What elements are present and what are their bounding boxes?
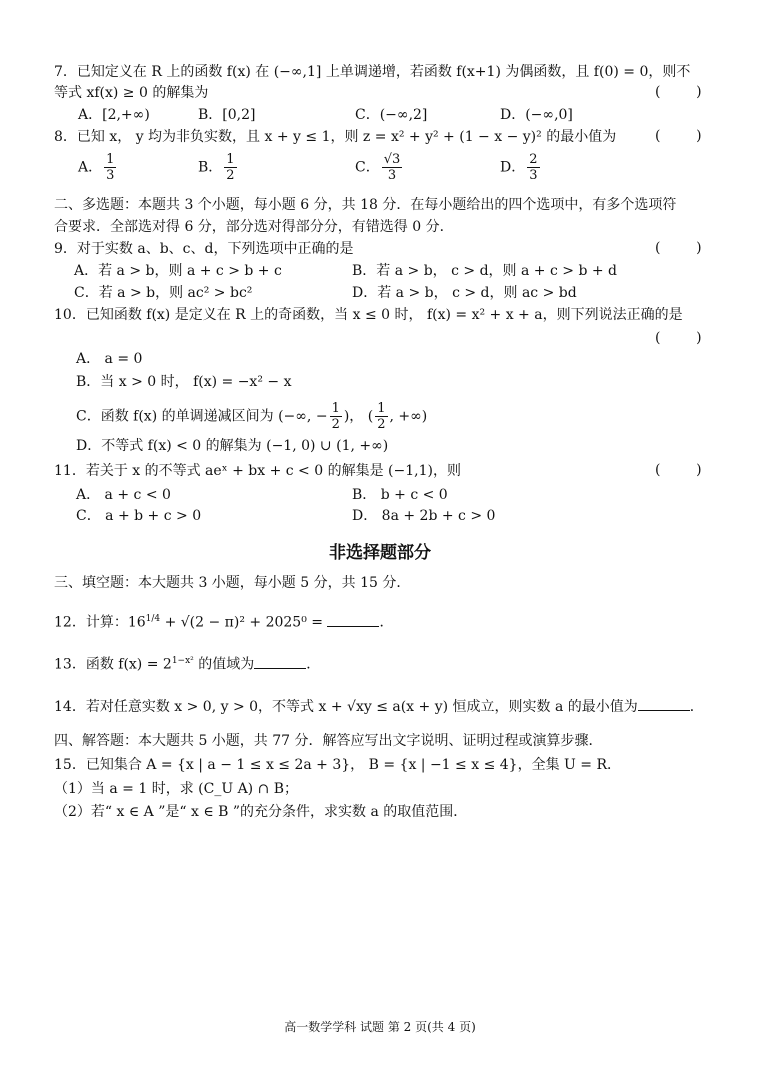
q10-option-b: B．当 x > 0 时， f(x) = −x² − x — [76, 374, 292, 390]
q14-answer-blank[interactable] — [638, 698, 690, 711]
q7-stem-line1: 7．已知定义在 R 上的函数 f(x) 在 (−∞,1] 上单调递增，若函数 f(x+1) 为偶函数，且 f(0) = 0，则不 — [54, 64, 691, 80]
q14-line: 14．若对任意实数 x > 0, y > 0，不等式 x + √xy ≤ a(x + y) 恒成立，则实数 a 的最小值为 ． — [54, 699, 704, 715]
q15-part1: （1）当 a = 1 时，求 (C_U A) ∩ B； — [54, 781, 299, 797]
q9-option-c: C．若 a > b，则 ac² > bc² — [74, 285, 253, 301]
q15-part2: （2）若“ x ∈ A ”是“ x ∈ B ”的充分条件，求实数 a 的取值范围． — [54, 804, 468, 820]
q10-answer-paren: ( ) — [655, 330, 702, 346]
q8-option-d: D． $\frac{2}{3}$ — [500, 152, 538, 183]
section4-heading: 四、解答题：本大题共 5 小题，共 77 分．解答应写出文字说明、证明过程或演算步骤． — [54, 733, 603, 749]
q11-stem: 11．若关于 x 的不等式 aeˣ + bx + c < 0 的解集是 (−1,1)，则 — [54, 463, 461, 479]
q11-option-a: A． a + c < 0 — [76, 487, 171, 503]
q11-option-c: C． a + b + c > 0 — [76, 508, 202, 524]
q11-answer-paren: ( ) — [655, 462, 702, 478]
q10-stem: 10．已知函数 f(x) 是定义在 R 上的奇函数，当 x ≤ 0 时， f(x) = x² + x + a，则下列说法正确的是 — [54, 307, 683, 323]
q7-option-d: D．(−∞,0] — [500, 107, 573, 123]
q10-option-d: D．不等式 f(x) < 0 的解集为 (−1, 0) ∪ (1, +∞) — [76, 438, 389, 454]
q7-option-b: B．[0,2] — [198, 107, 256, 123]
q9-option-b: B．若 a > b， c > d，则 a + c > b + d — [352, 263, 618, 279]
q9-answer-paren: ( ) — [655, 240, 702, 256]
q11-option-d: D． 8a + 2b + c > 0 — [352, 508, 496, 524]
q9-option-a: A．若 a > b，则 a + c > b + c — [74, 263, 282, 279]
q15-stem: 15．已知集合 A = {x | a − 1 ≤ x ≤ 2a + 3}， B = {x | −1 ≤ x ≤ 4}，全集 U = R． — [54, 757, 621, 773]
q12-line: 12．计算：$16^{1/4} + √(2 - \pi)^2 + 2025^0$ = ． — [54, 614, 394, 631]
section2-heading-line1: 二、多选题：本题共 3 个小题，每小题 6 分，共 18 分．在每小题给出的四个选项中，有多个选项符 — [54, 197, 677, 213]
q7-option-c: C．(−∞,2] — [355, 107, 428, 123]
q8-option-a: A． $\frac{1}{3}$ — [78, 152, 115, 183]
q7-answer-paren: ( ) — [655, 84, 702, 100]
section2-heading-line2: 合要求．全部选对得 6 分，部分选对得部分分，有错选得 0 分． — [54, 219, 454, 235]
q7-option-a: A．[2,+∞) — [78, 107, 150, 123]
q13-answer-blank[interactable] — [254, 656, 306, 669]
q13-line: 13．函数 $f(x) = 2^{1-x^2}$ 的值域为 ． — [54, 656, 321, 673]
q9-stem: 9．对于实数 a、b、c、d，下列选项中正确的是 — [54, 241, 354, 257]
q8-option-c: C． $\frac{√3}{3}$ — [355, 152, 401, 183]
q10-option-a: A． a = 0 — [76, 351, 143, 367]
q12-answer-blank[interactable] — [327, 614, 379, 627]
q8-option-b: B． $\frac{1}{2}$ — [198, 152, 235, 183]
section3-heading: 三、填空题：本大题共 3 小题，每小题 5 分，共 15 分． — [54, 575, 411, 591]
q11-option-b: B． b + c < 0 — [352, 487, 448, 503]
q10-option-c: C．函数 f(x) 的单调递减区间为 (−∞, − $\frac{1}{2}$ )， ( $\frac{1}{2}$ , +∞) — [76, 401, 428, 432]
q7-stem-line2: 等式 xf(x) ≥ 0 的解集为 — [54, 85, 209, 101]
part2-title: 非选择题部分 — [329, 543, 431, 563]
q9-option-d: D．若 a > b， c > d，则 ac > bd — [352, 285, 577, 301]
page-footer: 高一数学学科 试题 第 2 页(共 4 页) — [284, 1020, 476, 1034]
q8-answer-paren: ( ) — [655, 128, 702, 144]
q8-stem: 8．已知 x， y 均为非负实数，且 x + y ≤ 1，则 z = x² + y² + (1 − x − y)² 的最小值为 — [54, 129, 617, 145]
